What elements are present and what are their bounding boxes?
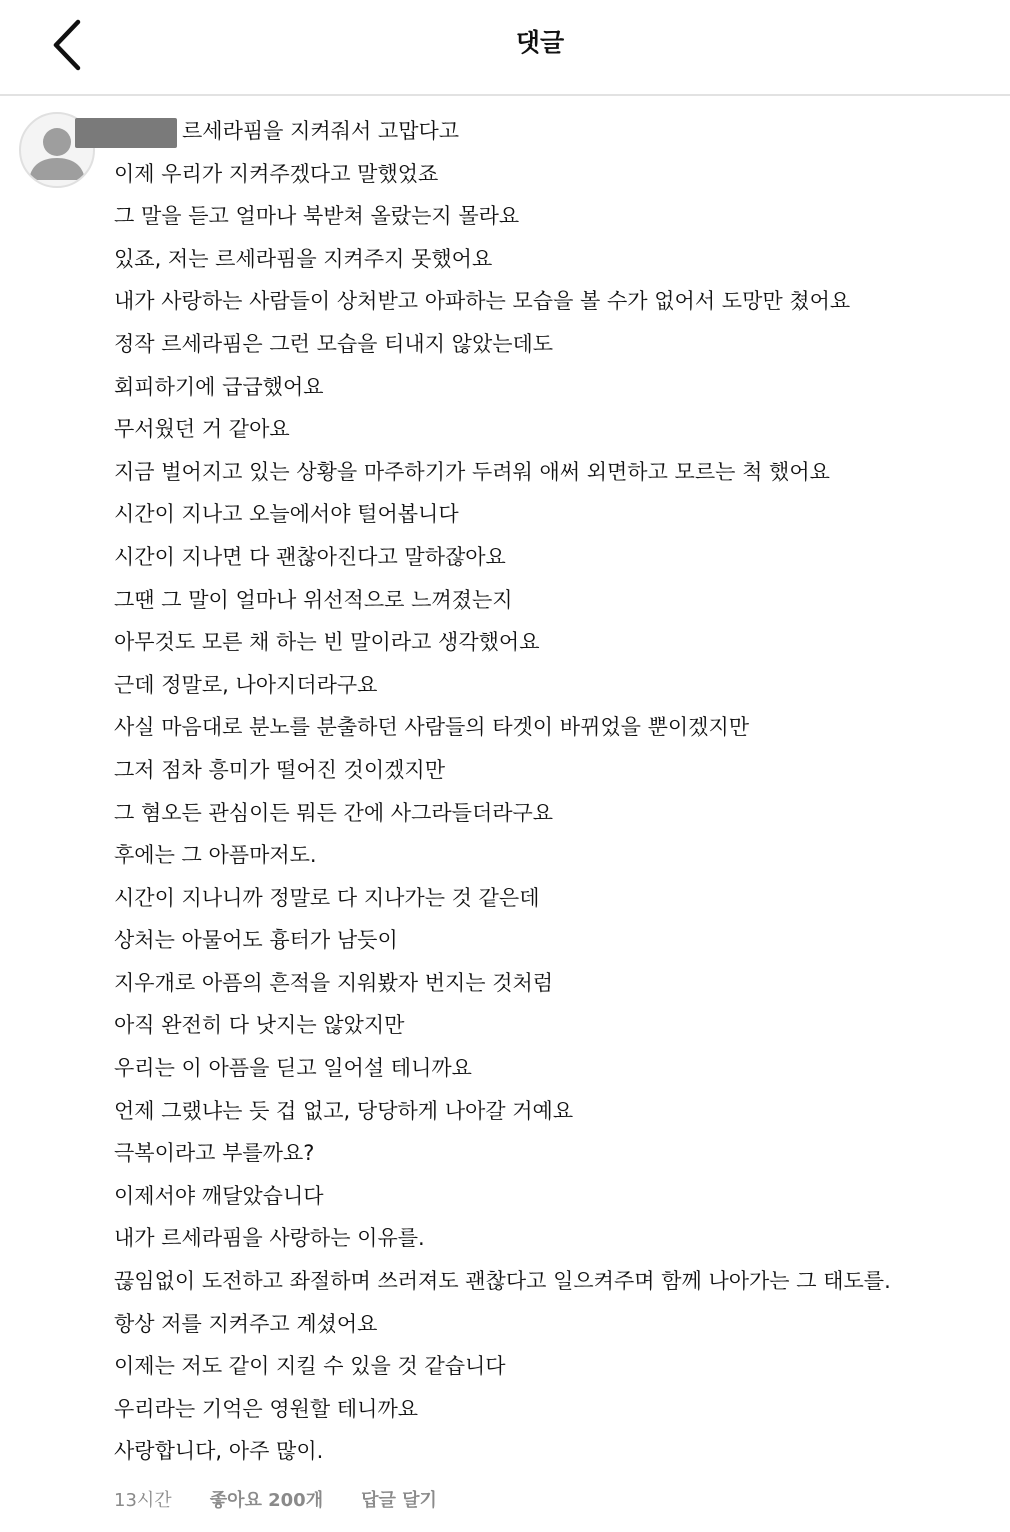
comment-line: 이제 우리가 지켜주겠다고 말했었죠 <box>114 161 439 186</box>
comment-line: 내가 르세라핌을 사랑하는 이유를. <box>114 1226 425 1251</box>
page-title: 댓글 <box>515 28 565 57</box>
comment-line: 그 혐오든 관심이든 뭐든 간에 사그라들더라구요 <box>114 800 554 825</box>
comment-line: 그 말을 듣고 얼마나 북받쳐 올랐는지 몰라요 <box>114 204 520 229</box>
comment-line: 회피하기에 급급했어요 <box>114 374 324 399</box>
comment-line: 후에는 그 아픔마저도. <box>114 843 317 868</box>
comment-line: 지금 벌어지고 있는 상황을 마주하기가 두려워 애써 외면하고 모르는 척 했어요 <box>114 459 830 484</box>
reply-button[interactable]: 답글 달기 <box>361 1490 437 1511</box>
comment-line: 시간이 지나니까 정말로 다 지나가는 것 같은데 <box>114 885 540 910</box>
comment-line: 우리는 이 아픔을 딛고 일어설 테니까요 <box>114 1056 472 1081</box>
comment-line: 상처는 아물어도 흉터가 남듯이 <box>114 928 398 953</box>
comment-line: 항상 저를 지켜주고 계셨어요 <box>114 1311 378 1336</box>
comment-line: 우리라는 기억은 영원할 테니까요 <box>114 1396 419 1421</box>
comment-line: 그저 점차 흥미가 떨어진 것이겠지만 <box>114 757 445 782</box>
comment-line: 언제 그랬냐는 듯 겁 없고, 당당하게 나아갈 거예요 <box>114 1098 574 1123</box>
comment-line: 극복이라고 부를까요? <box>114 1141 315 1166</box>
comment-line: 시간이 지나고 오늘에서야 털어봅니다 <box>114 502 459 527</box>
comment-line: 근데 정말로, 나아지더라구요 <box>114 672 378 697</box>
comment-body <box>114 110 994 1473</box>
comment-line: 아무것도 모른 채 하는 빈 말이라고 생각했어요 <box>114 630 540 655</box>
comment-line: 사랑합니다, 아주 많이. <box>114 1439 324 1464</box>
comment-line: 이제는 저도 같이 지킬 수 있을 것 같습니다 <box>114 1354 506 1379</box>
comment-line: 끊임없이 도전하고 좌절하며 쓰러져도 괜찮다고 일으켜주며 함께 나아가는 그 태도를. <box>114 1269 891 1294</box>
comment-line: 이제서야 깨달았습니다 <box>114 1183 324 1208</box>
comment-line: 내가 사랑하는 사람들이 상처받고 아파하는 모습을 볼 수가 없어서 도망만 쳤어요 <box>114 289 851 314</box>
top-bar <box>0 0 1010 96</box>
comment-line: 있죠, 저는 르세라핌을 지켜주지 못했어요 <box>114 246 493 271</box>
comment-line: 지우개로 아픔의 흔적을 지워봤자 번지는 것처럼 <box>114 970 554 995</box>
comment-line: 시간이 지나면 다 괜찮아진다고 말하잖아요 <box>114 544 506 569</box>
like-count[interactable]: 좋아요 200개 <box>209 1490 324 1511</box>
comment-meta <box>114 1486 437 1512</box>
comment-line: 르세라핌을 지켜줘서 고맙다고 <box>182 119 460 143</box>
comment-line: 그땐 그 말이 얼마나 위선적으로 느껴졌는지 <box>114 587 513 612</box>
comment-line: 사실 마음대로 분노를 분출하던 사람들의 타겟이 바뀌었을 뿐이겠지만 <box>114 715 750 740</box>
comment-line: 정작 르세라핌은 그런 모습을 티내지 않았는데도 <box>114 331 554 356</box>
comment-line: 아직 완전히 다 낫지는 않았지만 <box>114 1013 405 1038</box>
comment-time: 13시간 <box>114 1490 172 1511</box>
comment-line: 무서웠던 거 같아요 <box>114 417 290 442</box>
